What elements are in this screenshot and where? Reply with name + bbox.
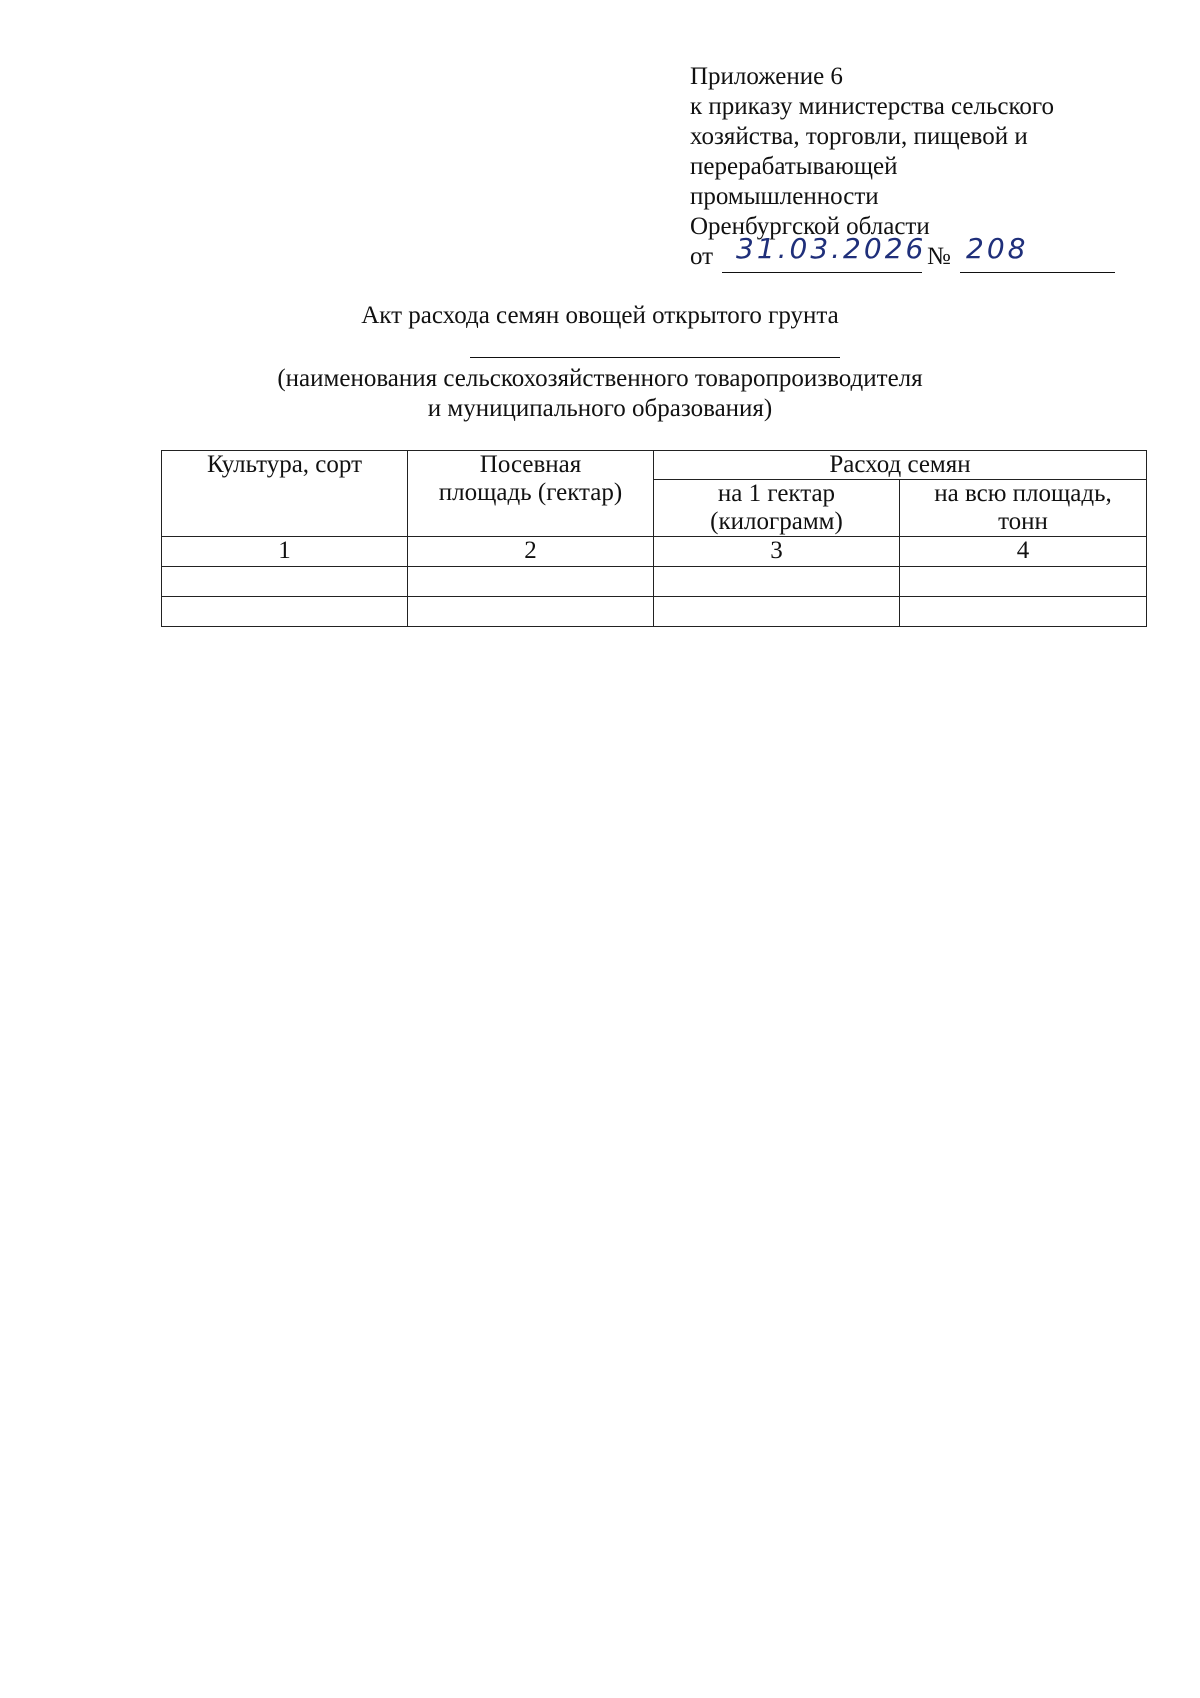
date-field bbox=[722, 232, 927, 273]
caption-line-1: (наименования сельскохозяйственного товаропроизводителя bbox=[277, 365, 923, 392]
date-prefix: от bbox=[690, 243, 714, 270]
appendix-order-line-1: к приказу министерства сельского bbox=[690, 93, 1055, 120]
appendix-order-line-3: перерабатывающей bbox=[690, 153, 898, 180]
table-cell bbox=[654, 597, 900, 627]
appendix-order-line-2: хозяйства, торговли, пищевой и bbox=[690, 123, 1028, 150]
header-area: Посевная площадь (гектар) bbox=[408, 451, 654, 537]
date-number-line bbox=[690, 232, 1130, 276]
fill-line-caption bbox=[0, 364, 1200, 424]
table-cell bbox=[162, 597, 408, 627]
handwritten-date: 31.03.2026 bbox=[736, 232, 927, 265]
table-cell bbox=[408, 597, 654, 627]
handwritten-number: 208 bbox=[966, 232, 1029, 265]
header-total-area: на всю площадь, тонн bbox=[900, 480, 1147, 537]
table-cell bbox=[162, 567, 408, 597]
table-cell bbox=[654, 567, 900, 597]
column-number-1: 1 bbox=[162, 537, 408, 567]
column-number-row bbox=[162, 537, 1147, 567]
column-number-4: 4 bbox=[900, 537, 1147, 567]
header-culture: Культура, сорт bbox=[162, 451, 408, 537]
table-row bbox=[162, 597, 1147, 627]
table-cell bbox=[900, 567, 1147, 597]
header-per-hectare: на 1 гектар (килограмм) bbox=[654, 480, 900, 537]
producer-fill-line bbox=[470, 357, 840, 358]
table-header-row-1 bbox=[162, 451, 1147, 480]
header-seed-consumption: Расход семян bbox=[654, 451, 1147, 480]
appendix-order-line-4: промышленности bbox=[690, 183, 879, 210]
caption-line-2: и муниципального образования) bbox=[427, 395, 773, 422]
column-number-2: 2 bbox=[408, 537, 654, 567]
table-cell bbox=[900, 597, 1147, 627]
table-row bbox=[162, 567, 1147, 597]
column-number-3: 3 bbox=[654, 537, 900, 567]
appendix-order-line-5: Оренбургской области bbox=[690, 213, 930, 240]
table-cell bbox=[408, 567, 654, 597]
seed-consumption-table bbox=[161, 450, 1147, 627]
appendix-title: Приложение 6 bbox=[690, 63, 843, 90]
appendix-block bbox=[690, 62, 1130, 276]
number-field bbox=[960, 232, 1115, 273]
number-prefix: № bbox=[927, 243, 951, 270]
document-title: Акт расхода семян овощей открытого грунта bbox=[361, 302, 839, 329]
